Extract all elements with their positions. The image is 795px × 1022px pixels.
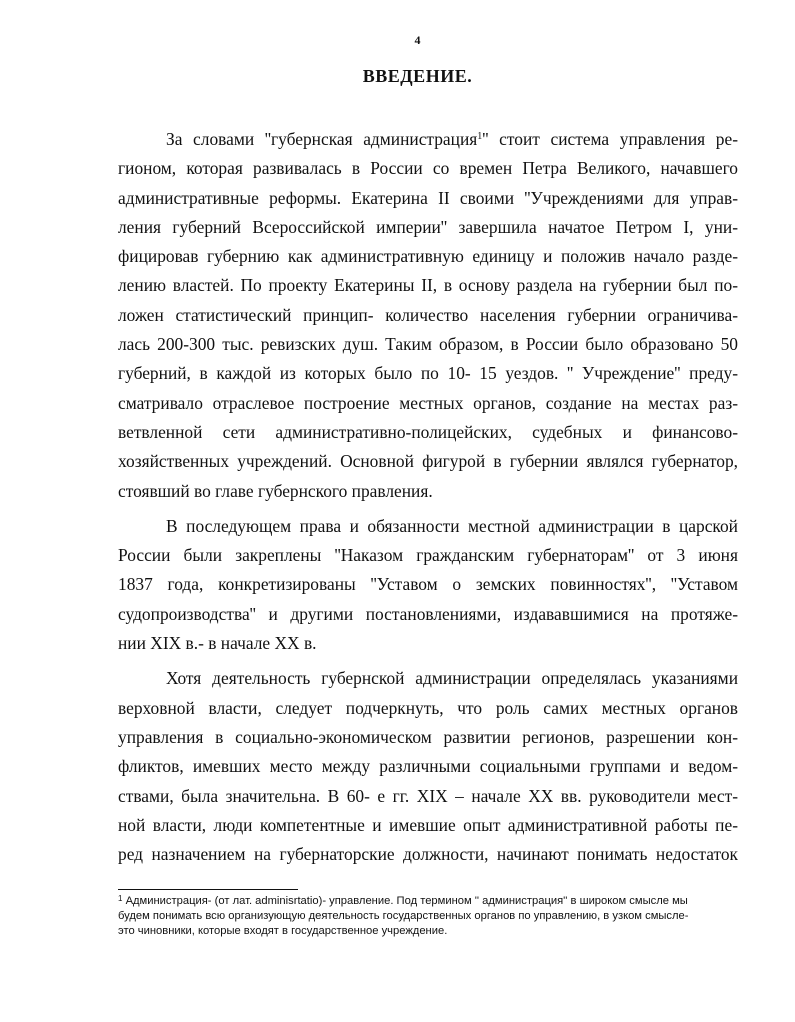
text-line: управления в социально-экономическом развитии регионов, разрешении кон- [118,726,738,747]
footnote-line: это чиновники, которые входят в государственное учреждение. [118,925,448,937]
text-line: ложен статистический принцип- количество населения губернии ограничива- [118,304,738,325]
text-line: Хотя деятельность губернской администрации определялась указаниями [166,668,738,689]
page-title: ВВЕДЕНИЕ. [362,66,473,86]
text-line: ления губерний Всероссийской империи'' завершила начатое Петром I, уни- [118,216,738,237]
text-line: ред назначением на губернаторские должности, начинают понимать недостаток [118,844,738,865]
text-line: административные реформы. Екатерина II своими ''Учреждениями для управ- [118,187,738,208]
footnote-line: $^1$ Администрация- (от лат. adminisrtatio)- управление. Под термином '' администрация'' в широком смысле мы [118,894,688,907]
paragraph-1-line-1: За словами ''губернская администрация$^1$'' стоит система управления ре- [166,129,738,149]
page-number: 4 [414,33,421,47]
text-line: 1837 года, конкретизированы ''Уставом о земских повинностях'', ''Уставом [118,574,738,595]
footnote [118,894,738,939]
text-line: ствами, была значительна. В 60- е гг. XIX – начале XX вв. руководители мест- [118,785,738,806]
text-line: ной власти, люди компетентные и имевшие опыт административной работы пе- [118,814,738,835]
text-line: сматривало отраслевое построение местных органов, создание на местах раз- [118,392,738,413]
text-line: лению властей. По проекту Екатерины II, в основу раздела на губернии был по- [118,275,738,296]
text-line: В последующем права и обязанности местной администрации в царской [166,515,738,536]
text-line: стоявший во главе губернского правления. [118,480,433,501]
text-line: верховной власти, следует подчеркнуть, что роль самих местных органов [118,697,738,718]
footnote-marker: 1 [118,894,123,903]
main-text [118,125,738,869]
footnote-divider [118,889,298,890]
footnote-line: будем понимать всю организующую деятельность государственных органов по управлению, в узком смысле- [118,910,689,922]
text-line: фицировав губернию как административную единицу и положив начало разде- [118,246,738,267]
text-line: гионом, которая развивалась в России со времен Петра Великого, начавшего [118,158,738,179]
footnote-reference[interactable]: 1 [477,131,483,142]
text-line: хозяйственных учреждений. Основной фигурой в губернии являлся губернатор, [118,451,738,472]
text-line: губерний, в каждой из которых было по 10- 15 уездов. '' Учреждение'' преду- [118,363,738,384]
text-line: судопроизводства'' и другими постановлениями, издававшимися на протяже- [118,603,738,624]
text-line: нии XIX в.- в начале XX в. [118,633,317,654]
text-line: ветвленной сети административно-полицейских, судебных и финансово- [118,421,738,442]
text-line: России были закреплены ''Наказом гражданским губернаторам'' от 3 июня [118,545,738,566]
text-line: лась 200-300 тыс. ревизских душ. Таким образом, в России было образовано 50 [118,334,738,355]
text-line: фликтов, имевших место между различными социальными группами и ведом- [118,756,738,777]
